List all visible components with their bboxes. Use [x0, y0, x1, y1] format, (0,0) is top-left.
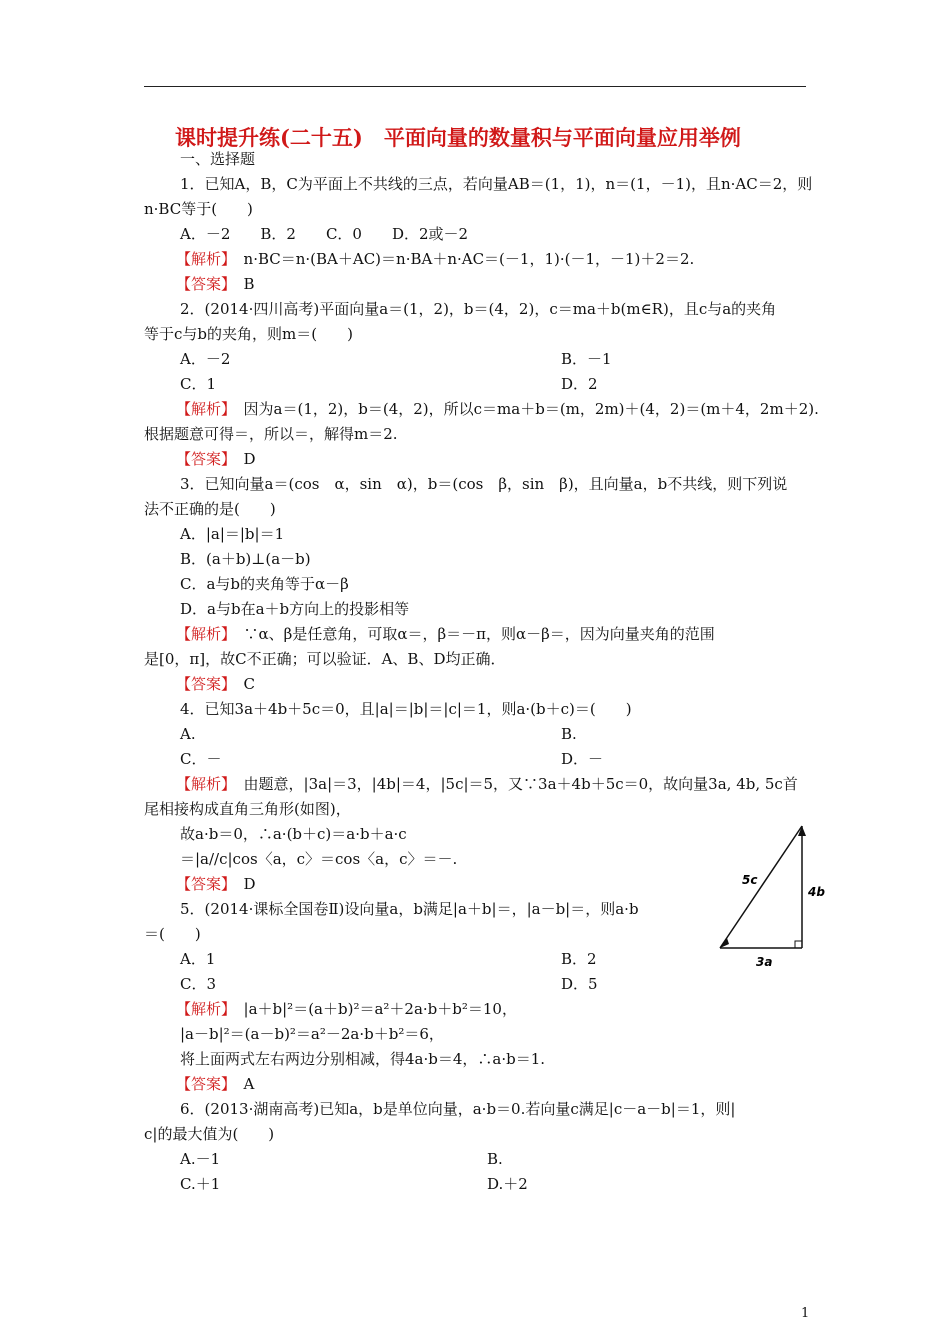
q5-option-d: D．5	[561, 975, 598, 993]
q4-answer	[176, 874, 256, 894]
triangle-figure	[712, 820, 830, 970]
q3-option-d: D．a与b在a＋b方向上的投影相等	[180, 600, 410, 618]
q4-option-d: D．－	[561, 750, 604, 768]
q3-option-a: A．|a|＝|b|＝1	[180, 525, 285, 543]
q3-answer-text: C	[243, 675, 256, 693]
q1-analysis	[176, 249, 694, 269]
answer-tag: 【答案】	[176, 275, 229, 293]
q3-option-b: B．(a＋b)⊥(a－b)	[180, 550, 311, 568]
q3-stem-cont: 法不正确的是( )	[144, 500, 276, 518]
q4-analysis-step1: 故a·b＝0，∴a·(b＋c)＝a·b＋a·c	[180, 825, 407, 843]
q2-option-c: C．1	[180, 375, 217, 393]
page-title: 课时提升练(二十五) 平面向量的数量积与平面向量应用举例	[175, 125, 741, 150]
q1-analysis-text: n·BC＝n·(BA＋AC)＝n·BA＋n·AC＝(－1，1)·(－1，－1)＋2＝2.	[243, 250, 695, 268]
q3-analysis	[176, 624, 715, 644]
q4-analysis-cont: 尾相接构成直角三角形(如图)，	[144, 800, 351, 818]
arrowhead-icon	[720, 938, 729, 948]
q4-stem: 4．已知3a＋4b＋5c＝0，且|a|＝|b|＝|c|＝1，则a·(b＋c)＝( )	[180, 700, 632, 718]
q4-analysis-text: 由题意，|3a|＝3，|4b|＝4，|5c|＝5，又∵3a＋4b＋5c＝0，故向量3a, 4b, 5c首	[243, 775, 798, 793]
q1-answer	[176, 274, 255, 294]
answer-tag: 【答案】	[176, 1075, 229, 1093]
q5-answer-text: A	[243, 1075, 255, 1093]
q2-option-a: A．－2	[180, 350, 231, 368]
triangle-hypotenuse	[720, 826, 802, 948]
q6-stem-cont: c|的最大值为( )	[144, 1125, 275, 1143]
q6-option-d: D.＋2	[487, 1175, 528, 1193]
q4-analysis-step2: ＝|a//c|cos〈a，c〉＝cos〈a，c〉＝－.	[180, 850, 458, 868]
right-angle-mark	[795, 941, 802, 948]
q1-stem: 1．已知A，B，C为平面上不共线的三点，若向量AB＝(1，1)，n＝(1，－1)，且n·AC＝2，则	[180, 175, 813, 193]
q1-answer-text: B	[243, 275, 255, 293]
analysis-tag: 【解析】	[176, 250, 229, 268]
q2-option-b: B．－1	[561, 350, 612, 368]
q2-analysis	[176, 399, 819, 419]
answer-tag: 【答案】	[176, 675, 229, 693]
q6-option-a: A.－1	[180, 1150, 221, 1168]
q4-analysis	[176, 774, 798, 794]
q1-stem-cont: n·BC等于( )	[144, 200, 253, 218]
q2-analysis-cont: 根据题意可得＝，所以＝，解得m＝2.	[144, 425, 398, 443]
analysis-tag: 【解析】	[176, 775, 229, 793]
q5-analysis-step1: |a－b|²＝(a－b)²＝a²－2a·b＋b²＝6，	[180, 1025, 444, 1043]
q3-answer	[176, 674, 255, 694]
q2-answer	[176, 449, 256, 469]
analysis-tag: 【解析】	[176, 625, 229, 643]
q3-option-c: C．a与b的夹角等于α－β	[180, 575, 349, 593]
q6-stem: 6．(2013·湖南高考)已知a，b是单位向量，a·b＝0.若向量c满足|c－a－b|＝1，则|	[180, 1100, 736, 1118]
header-rule	[144, 86, 806, 87]
answer-tag: 【答案】	[176, 450, 229, 468]
q4-option-c: C．－	[180, 750, 222, 768]
q1-options: A．－2 B．2 C．0 D．2或－2	[180, 225, 469, 243]
q3-analysis-text: ∵α、β是任意角，可取α＝，β＝－π，则α－β＝，因为向量夹角的范围	[243, 625, 715, 643]
q5-stem-cont: ＝( )	[144, 925, 201, 943]
q5-option-a: A．1	[180, 950, 216, 968]
q5-answer	[176, 1074, 254, 1094]
q4-answer-text: D	[243, 875, 256, 893]
analysis-tag: 【解析】	[176, 1000, 229, 1018]
q3-analysis-cont: 是[0，π]，故C不正确；可以验证．A、B、D均正确．	[144, 650, 506, 668]
q5-analysis-step2: 将上面两式左右两边分别相减，得4a·b＝4，∴a·b＝1.	[180, 1050, 546, 1068]
q2-stem-cont: 等于c与b的夹角，则m＝( )	[144, 325, 353, 343]
q5-analysis-text: |a＋b|²＝(a＋b)²＝a²＋2a·b＋b²＝10，	[243, 1000, 517, 1018]
page-number: 1	[801, 1306, 810, 1321]
q4-option-b: B.	[561, 725, 577, 743]
q5-option-b: B．2	[561, 950, 597, 968]
q3-stem: 3．已知向量a＝(cos α，sin α)，b＝(cos β，sin β)，且向量a，b不共线，则下列说	[180, 475, 788, 493]
q5-stem: 5．(2014·课标全国卷Ⅱ)设向量a，b满足|a＋b|＝，|a－b|＝，则a·b	[180, 900, 639, 918]
q2-analysis-text: 因为a＝(1，2)，b＝(4，2)，所以c＝ma＋b＝(m，2m)＋(4，2)＝(m＋4，2m＋2).	[243, 400, 819, 418]
label-3a: 3a	[756, 955, 773, 969]
q2-option-d: D．2	[561, 375, 598, 393]
q2-answer-text: D	[243, 450, 256, 468]
label-4b: 4b	[808, 885, 825, 899]
analysis-tag: 【解析】	[176, 400, 229, 418]
section-heading: 一、选择题	[180, 150, 256, 168]
label-5c: 5c	[742, 873, 758, 887]
q6-option-b: B.	[487, 1150, 503, 1168]
answer-tag: 【答案】	[176, 875, 229, 893]
q2-stem: 2．(2014·四川高考)平面向量a＝(1，2)，b＝(4，2)，c＝ma＋b(m∈R)，且c与a的夹角	[180, 300, 777, 318]
q5-analysis	[176, 999, 517, 1019]
q4-option-a: A.	[180, 725, 196, 743]
q5-option-c: C．3	[180, 975, 217, 993]
q6-option-c: C.＋1	[180, 1175, 221, 1193]
